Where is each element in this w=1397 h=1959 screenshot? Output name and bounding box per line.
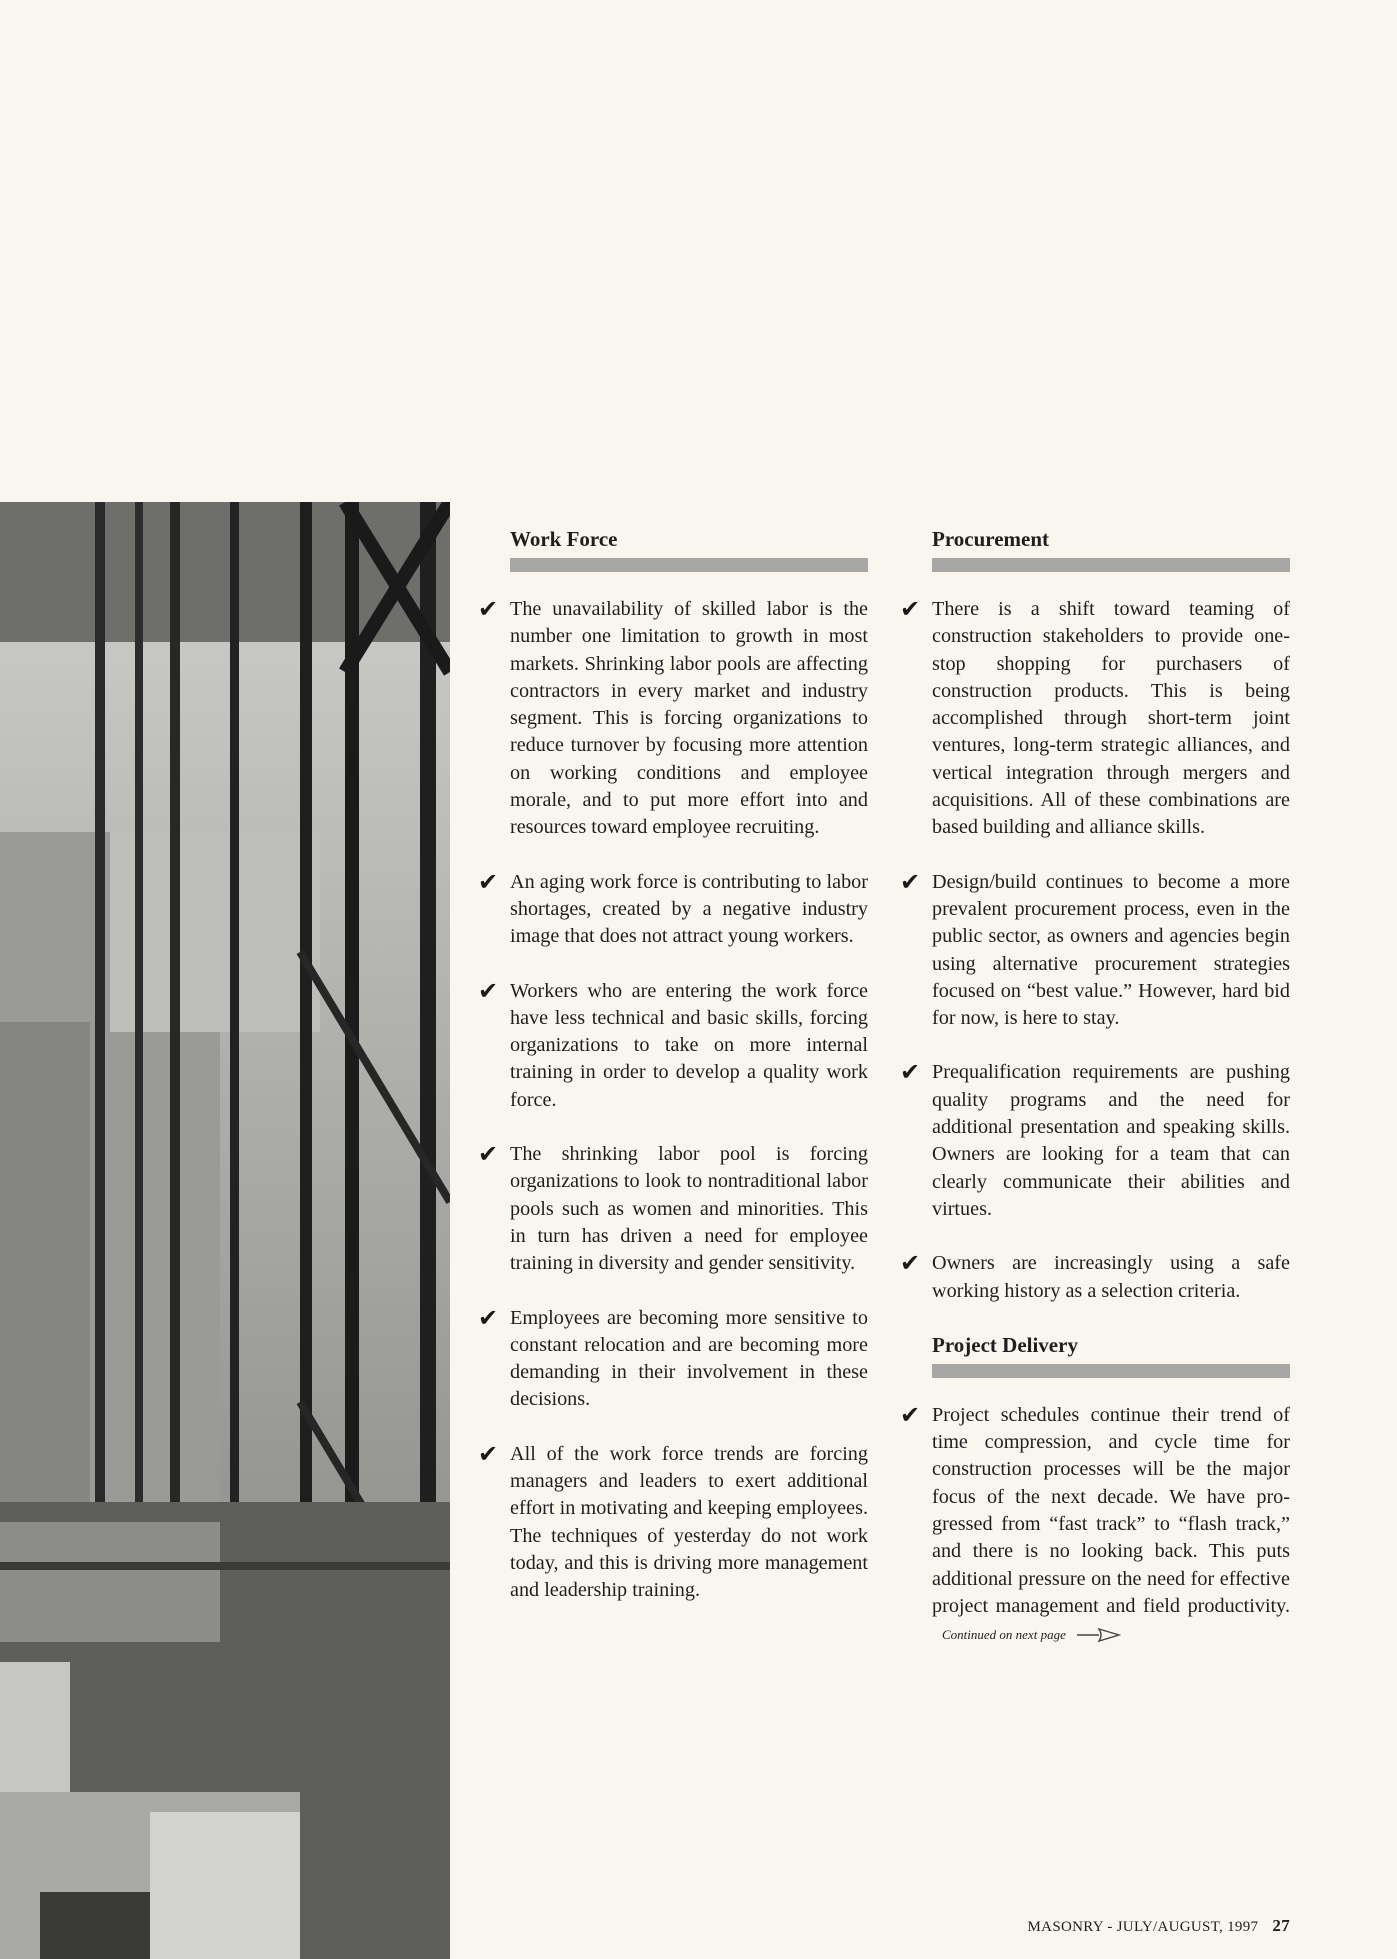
page-number: 27 [1272, 1916, 1290, 1935]
checkmark-icon: ✔ [478, 1140, 499, 1169]
continued-note: Continued on next page [942, 1627, 1066, 1643]
section-divider-bar [510, 558, 868, 572]
checkmark-icon: ✔ [478, 976, 499, 1005]
bullet-text: Workers who are entering the work force have less technical and basic skills, forcing organizations to take on more internal training in order to develop a quality work force. [510, 979, 868, 1111]
procurement-item [900, 1250, 1290, 1305]
bullet-text: All of the work force trends are forcing managers and leaders to exert additional effort in motivating and keeping employees. The techniques of yesterday do not work today, and this is driving more management and leadership training. [510, 1442, 868, 1602]
section-divider-bar [932, 1364, 1290, 1378]
arrow-right-icon [1077, 1627, 1121, 1643]
section-divider-bar [932, 558, 1290, 572]
work-force-item [478, 869, 868, 951]
work-force-item [478, 596, 868, 842]
bullet-text: Design/build continues to become a more prevalent procurement process, even in the public sector, as owners and agencies begin using alternative procurement strategies focused on “best value.” However, hard bid for now, is here to stay. [932, 870, 1290, 1030]
checkmark-icon: ✔ [900, 1400, 921, 1429]
bullet-text: The unavailability of skilled labor is the number one limitation to growth in most markets. Shrinking labor pools are affecting contractors in every market and industry segment. This is forcing organizations to reduce turnover by focusing more attention on working conditions and employee morale, and to put more effort into and resources toward employee recruiting. [510, 598, 868, 839]
bullet-text [932, 1402, 1290, 1649]
bullet-text: An aging work force is contributing to labor shortages, created by a negative industry image that does not attract young workers. [510, 870, 868, 948]
checkmark-icon: ✔ [900, 595, 921, 623]
checkmark-icon: ✔ [900, 1249, 921, 1278]
bullet-text: Prequalification requirements are pushing quality programs and the need for additional presentation and speaking skills. Owners are looking for a team that can clearly communicate their abilities and virtues. [932, 1061, 1290, 1220]
checkmark-icon: ✔ [478, 1439, 499, 1468]
work-force-heading: Work Force [510, 527, 618, 551]
procurement-column [900, 526, 1290, 1676]
project-delivery-heading: Project Delivery [932, 1332, 1078, 1357]
project-delivery-text: Project schedules continue their trend of time compression, and cycle time for construction processes will be the major focus of the next decade. We have progressed from “fast track” to “flash track,” and there is no looking back. This puts additional pressure on the need for effective project management and field productivity. [932, 1403, 1290, 1617]
bullet-text: Employees are becoming more sensitive to constant relocation and are becoming more demanding in their involvement in these decisions. [510, 1306, 868, 1411]
bullet-text: Owners are increasingly using a safe working history as a selection criteria. [932, 1252, 1290, 1302]
procurement-item [900, 596, 1290, 842]
work-force-item [478, 978, 868, 1114]
work-force-item [478, 1305, 868, 1414]
checkmark-icon: ✔ [478, 867, 499, 896]
page-footer [968, 1916, 1290, 1936]
work-force-item [478, 1141, 868, 1277]
bullet-text: There is a shift toward teaming of construction stakeholders to provide one-stop shopping for purchasers of construction products. This is being accomplished through short-term joint ventures, long-term strategic alliances, and vertical integration through mergers and acquisitions. All of these combinations are based building and alliance skills. [932, 598, 1290, 839]
checkmark-icon: ✔ [478, 595, 499, 623]
publication-info: MASONRY - JULY/AUGUST, 1997 [1027, 1919, 1259, 1935]
checkmark-icon: ✔ [900, 1058, 921, 1087]
procurement-item [900, 1059, 1290, 1223]
checkmark-icon: ✔ [478, 1303, 499, 1332]
work-force-column [478, 526, 868, 1632]
construction-scene-image [0, 502, 450, 1959]
procurement-heading: Procurement [932, 527, 1050, 551]
project-delivery-item [900, 1402, 1290, 1649]
procurement-item [900, 869, 1290, 1033]
checkmark-icon: ✔ [900, 867, 921, 896]
construction-photo [0, 502, 450, 1959]
bullet-text: The shrinking labor pool is forcing organizations to look to nontraditional labor pools such as women and minorities. This in turn has driven a need for employee training in diversity and gender sensitivity. [510, 1143, 868, 1275]
work-force-item [478, 1441, 868, 1605]
